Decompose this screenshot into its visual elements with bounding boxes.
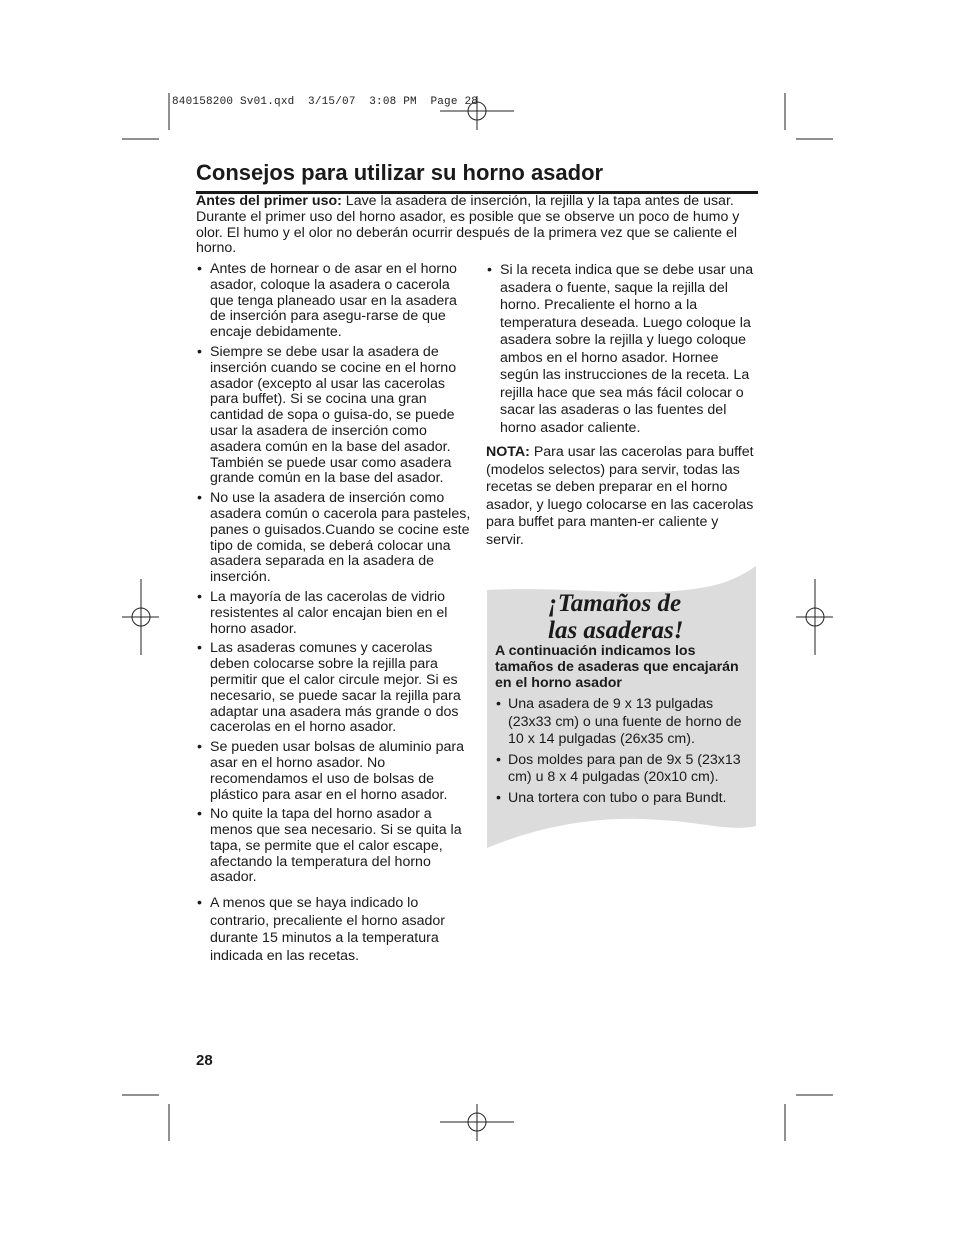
tip-item: • La mayoría de las cacerolas de vidrio resistentes al calor encajan bien en el horno asador. (196, 590, 471, 637)
tip-item: • Siempre se debe usar la asadera de inserción cuando se cocine en el horno asador (excepto al usar las cacerolas para buffet). Si se cocina una gran cantidad de sopa o guisa-do, se puede usar la asadera de inserción como asadera común en la base del asador. También se puede usar como asadera grande común en la base del asador. (196, 345, 471, 487)
tip-item: • Antes de hornear o de asar en el horno asador, coloque la asadera o cacerola que tenga planeado usar en la asadera de inserción para asegu-rarse de que encaje debidamente. (196, 262, 471, 341)
size-item: • Dos moldes para pan de 9x 5 (23x13 cm) u 8 x 4 pulgadas (20x10 cm). (495, 752, 750, 787)
size-item: • Una tortera con tubo o para Bundt. (495, 790, 750, 808)
tip-item: • Si la receta indica que se debe usar una asadera o fuente, saque la rejilla del horno. Precaliente el horno a la temperatura deseada. Luego coloque la asadera sobre la rejilla y luego coloque ambos en el horno asador. Hornee según las instrucciones de la receta. La rejilla hace que sea más fácil colocar o sacar las asaderas o las fuentes del horno asador caliente. (486, 262, 761, 437)
tip-item: • Se pueden usar bolsas de aluminio para asar en el horno asador. No recomendamos el uso de bolsas de plástico para asar en el horno asador. (196, 740, 471, 803)
sizes-list (495, 696, 750, 810)
note-text: Para usar las cacerolas para buffet (modelos selectos) para servir, todas las recetas se deben preparar en el horno asador, y luego colocarse en las cacerolas para buffet para manten-er caliente y servir. (486, 444, 754, 548)
note-label: NOTA: (486, 444, 530, 460)
page-number: 28 (196, 1052, 213, 1069)
tip-item: • No quite la tapa del horno asador a menos que sea necesario. Si se quita la tapa, se permite que el calor escape, afectando la temperatura del horno asador. (196, 807, 471, 886)
tip-item: • No use la asadera de inserción como asadera común o cacerola para pasteles, panes o guisados.Cuando se cocine este tipo de comida, se deberá colocar una asadera separada en la asadera de inserción. (196, 491, 471, 586)
size-item: • Una asadera de 9 x 13 pulgadas (23x33 cm) o una fuente de horno de 10 x 14 pulgadas (26x35 cm). (495, 696, 750, 749)
page-title: Consejos para utilizar su horno asador (196, 160, 604, 185)
sizes-box-subtitle: A continuación indicamos los tamaños de asaderas que encajarán en el horno asador (495, 643, 739, 691)
intro-label: Antes del primer uso: (196, 193, 342, 209)
intro-text: Lave la asadera de inserción, la rejilla y la tapa antes de usar. Durante el primer uso del horno asador, es posible que se observe un poco de humo y olor. El humo y el olor no deberán ocurrir después de la primera vez que se caliente el horno. (196, 193, 740, 257)
sizes-title-line-1: ¡Tamaños de (548, 590, 682, 617)
file-slug: 840158200 Sv01.qxd 3/15/07 3:08 PM Page 28 (172, 96, 479, 108)
sizes-box-title (548, 590, 683, 644)
tip-item: • Las asaderas comunes y cacerolas deben colocarse sobre la rejilla para permitir que el calor circule mejor. Si es necesario, se puede sacar la rejilla para adaptar una asadera más grande o dos cacerolas en el horno asador. (196, 641, 471, 736)
sizes-title-line-2: las asaderas! (548, 617, 684, 644)
tip-item: • A menos que se haya indicado lo contrario, precaliente el horno asador durante 15 minutos a la temperatura indicada en las recetas. (196, 895, 471, 965)
